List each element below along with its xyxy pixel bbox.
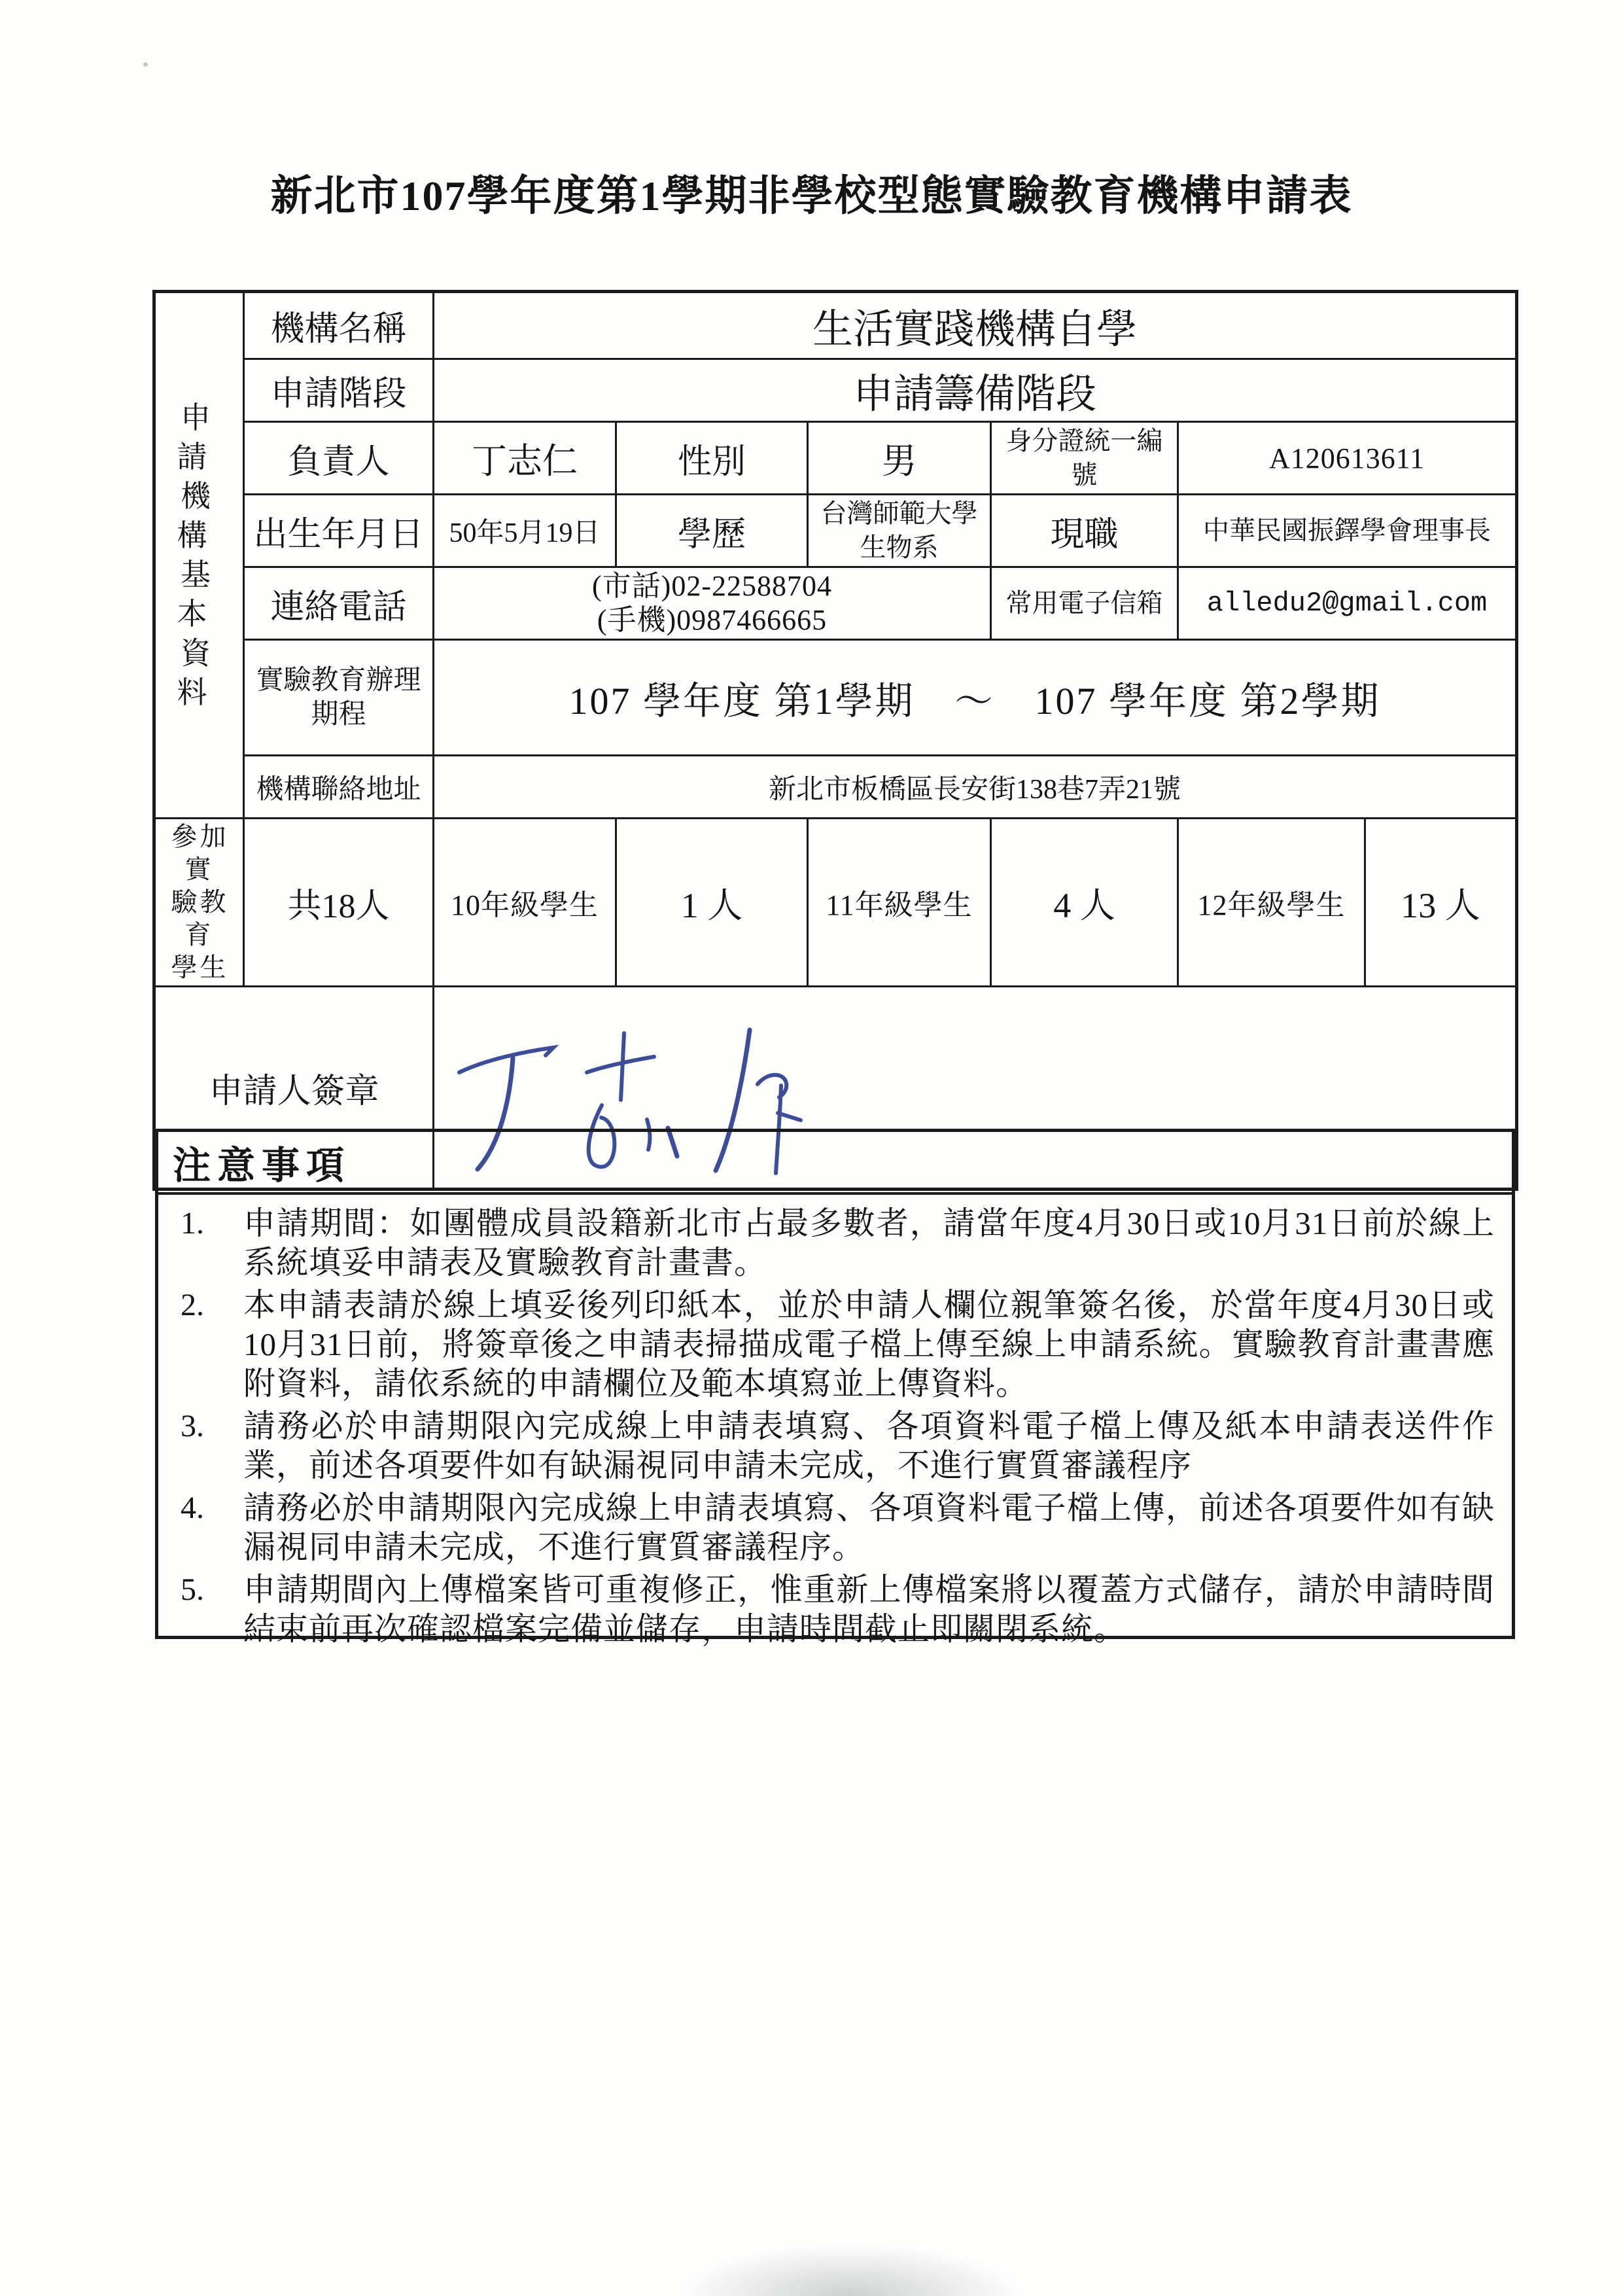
notes-box [155, 1129, 1515, 1647]
note-text: 本申請表請於線上填妥後列印紙本，並於申請人欄位親筆簽名後，於當年度4月30日或10月31日前，將簽章後之申請表掃描成電子檔上傳至線上申請系統。實驗教育計畫書應附資料，請依系統的申請欄位及範本填寫並上傳資料。 [243, 1287, 1495, 1402]
row-org-name [154, 292, 1517, 359]
stage-value: 申請籌備階段 [434, 359, 1517, 422]
period-label-line: 實驗教育辦理 [256, 665, 421, 696]
job-value: 中華民國振鐸學會理事長 [1178, 495, 1517, 567]
page-title: 新北市107學年度第1學期非學校型態實驗教育機構申請表 [270, 173, 1353, 219]
id-label-line: 身分證統一編 [1005, 426, 1163, 455]
section-header-line: 申請 [177, 400, 225, 474]
address-value: 新北市板橋區長安街138巷7弄21號 [434, 756, 1517, 819]
application-form-table [152, 290, 1518, 1191]
students-header-line: 學生 [171, 953, 229, 982]
id-label [991, 422, 1178, 495]
grade11-count: 4 人 [991, 819, 1178, 987]
education-value [808, 495, 991, 567]
email-value: alledu2@gmail.com [1178, 567, 1517, 640]
education-value-line: 生物系 [860, 533, 939, 562]
note-item [181, 1407, 1495, 1485]
row-principal [154, 422, 1517, 495]
grade10-count: 1 人 [616, 819, 808, 987]
scanner-smudge-artifact [680, 2244, 1021, 2296]
grade12-count: 13 人 [1365, 819, 1517, 987]
birth-label: 出生年月日 [244, 495, 434, 567]
note-text: 請務必於申請期限內完成線上申請表填寫、各項資料電子檔上傳，前述各項要件如有缺漏視同申請未完成，不進行實質審議程序。 [243, 1490, 1495, 1565]
row-address [154, 756, 1517, 819]
section-header-line: 資料 [177, 636, 225, 709]
stage-label: 申請階段 [244, 359, 434, 422]
period-label-line: 期程 [311, 699, 366, 730]
note-item [181, 1570, 1495, 1649]
period-label [244, 640, 434, 756]
signature-label: 申請人簽章 [154, 987, 434, 1190]
section-header-line: 機構 [177, 479, 225, 552]
note-item [181, 1204, 1495, 1282]
phone-value [434, 567, 991, 640]
note-text: 請務必於申請期限內完成線上申請表填寫、各項資料電子檔上傳及紙本申請表送件作業，前述各項要件如有缺漏視同申請未完成，不進行實質審議程序 [243, 1408, 1495, 1483]
grade11-label: 11年級學生 [808, 819, 991, 987]
phone-mobile: (手機)0987466665 [597, 604, 828, 636]
row-phone [154, 567, 1517, 640]
period-value: 107 學年度 第1學期 ～ 107 學年度 第2學期 [434, 640, 1517, 756]
gender-value: 男 [808, 422, 991, 495]
notes-header: 注意事項 [158, 1132, 1512, 1195]
birth-value: 50年5月19日 [434, 495, 616, 567]
note-number: 5. [181, 1572, 204, 1607]
phone-label: 連絡電話 [244, 567, 434, 640]
section-header-students [154, 819, 244, 987]
note-number: 1. [181, 1206, 204, 1241]
section-header-line: 基本 [177, 557, 225, 631]
principal-value: 丁志仁 [434, 422, 616, 495]
id-label-line: 號 [1071, 460, 1098, 489]
education-label: 學歷 [616, 495, 808, 567]
org-name-label: 機構名稱 [244, 292, 434, 359]
row-period [154, 640, 1517, 756]
id-value: A120613611 [1178, 422, 1517, 495]
row-stage [154, 359, 1517, 422]
note-text: 申請期間內上傳檔案皆可重複修正，惟重新上傳檔案將以覆蓋方式儲存，請於申請時間結束前再次確認檔案完備並儲存，申請時間截止即關閉系統。 [243, 1572, 1495, 1647]
principal-label: 負責人 [244, 422, 434, 495]
students-header-line: 參加實 [171, 822, 229, 884]
grade12-label: 12年級學生 [1178, 819, 1365, 987]
note-number: 2. [181, 1288, 204, 1322]
students-header-line: 驗教育 [171, 887, 229, 949]
address-label: 機構聯絡地址 [244, 756, 434, 819]
row-students [154, 819, 1517, 987]
note-text: 申請期間：如團體成員設籍新北市占最多數者，請當年度4月30日或10月31日前於線上系統填妥申請表及實驗教育計畫書。 [243, 1205, 1495, 1280]
note-number: 3. [181, 1409, 204, 1443]
note-item [181, 1286, 1495, 1404]
scan-speck [143, 62, 148, 67]
phone-landline: (市話)02-22588704 [592, 570, 832, 602]
education-value-line: 台灣師範大學 [820, 499, 978, 528]
note-number: 4. [181, 1491, 204, 1525]
note-item [181, 1489, 1495, 1567]
org-name-value: 生活實踐機構自學 [434, 292, 1517, 359]
gender-label: 性別 [616, 422, 808, 495]
students-total: 共18人 [244, 819, 434, 987]
job-label: 現職 [991, 495, 1178, 567]
section-header-basic-info [154, 292, 244, 819]
grade10-label: 10年級學生 [434, 819, 616, 987]
email-label: 常用電子信箱 [991, 567, 1178, 640]
row-birth [154, 495, 1517, 567]
notes-body [158, 1195, 1512, 1649]
